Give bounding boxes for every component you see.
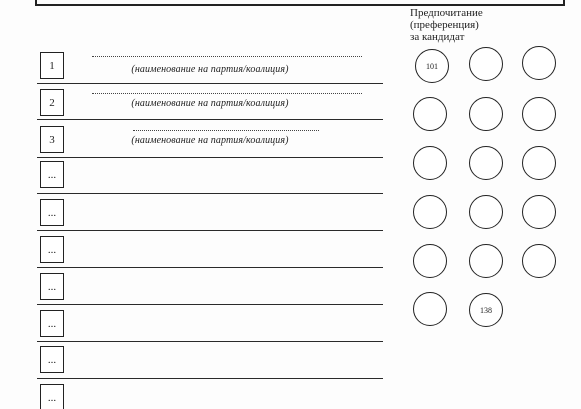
party-row-9 — [37, 341, 383, 379]
party-row-5 — [37, 193, 383, 231]
party-number-box[interactable] — [40, 199, 64, 226]
preference-circle[interactable] — [413, 244, 447, 278]
party-row-2 — [37, 83, 383, 120]
preference-circle[interactable] — [469, 47, 503, 81]
preference-circle[interactable] — [413, 146, 447, 180]
preference-circle[interactable] — [413, 292, 447, 326]
party-number-box[interactable] — [40, 273, 64, 300]
party-number: 1 — [49, 59, 55, 72]
party-row-10 — [37, 378, 383, 409]
preference-circle[interactable] — [522, 97, 556, 131]
preference-circle[interactable] — [469, 195, 503, 229]
party-number: ... — [47, 168, 57, 181]
party-row-8 — [37, 304, 383, 342]
party-row-6 — [37, 230, 383, 268]
party-number: ... — [47, 280, 57, 293]
preference-circle[interactable] — [522, 244, 556, 278]
party-number: 2 — [49, 96, 55, 109]
party-number: ... — [47, 243, 57, 256]
preference-circle-101[interactable] — [415, 49, 449, 83]
preference-circle-138[interactable] — [469, 293, 503, 327]
preference-circle[interactable] — [469, 244, 503, 278]
preference-circle[interactable] — [413, 97, 447, 131]
party-number: ... — [47, 317, 57, 330]
preference-circle[interactable] — [522, 195, 556, 229]
preference-heading-line: Предпочитание — [410, 7, 483, 19]
party-row-7 — [37, 267, 383, 305]
preference-circle[interactable] — [469, 146, 503, 180]
party-name-dotted-line[interactable] — [133, 130, 319, 131]
preference-number: 101 — [426, 61, 438, 71]
party-number: ... — [47, 206, 57, 219]
party-number-box[interactable] — [40, 346, 64, 373]
preference-heading — [410, 7, 483, 43]
party-caption: (наименование на партия/коалиция) — [131, 135, 289, 146]
party-row-1 — [37, 46, 383, 84]
preference-circle[interactable] — [522, 146, 556, 180]
party-name-dotted-line[interactable] — [92, 93, 362, 94]
party-name-dotted-line[interactable] — [92, 56, 362, 57]
party-number-box[interactable] — [40, 384, 64, 409]
top-frame — [35, 0, 565, 6]
preference-heading-line: за кандидат — [410, 31, 465, 43]
preference-heading-line: (преференция) — [410, 19, 479, 31]
party-caption: (наименование на партия/коалиция) — [131, 64, 289, 75]
preference-circle[interactable] — [413, 195, 447, 229]
party-number: ... — [47, 391, 57, 404]
party-caption: (наименование на партия/коалиция) — [131, 98, 289, 109]
preference-circle[interactable] — [522, 46, 556, 80]
party-row-3 — [37, 119, 383, 158]
preference-number: 138 — [480, 305, 492, 315]
party-number-box[interactable] — [40, 310, 64, 337]
party-number-box[interactable] — [40, 236, 64, 263]
party-row-4 — [37, 157, 383, 194]
party-number: 3 — [49, 133, 55, 146]
party-number-box[interactable] — [40, 161, 64, 188]
party-number: ... — [47, 353, 57, 366]
preference-circle[interactable] — [469, 97, 503, 131]
